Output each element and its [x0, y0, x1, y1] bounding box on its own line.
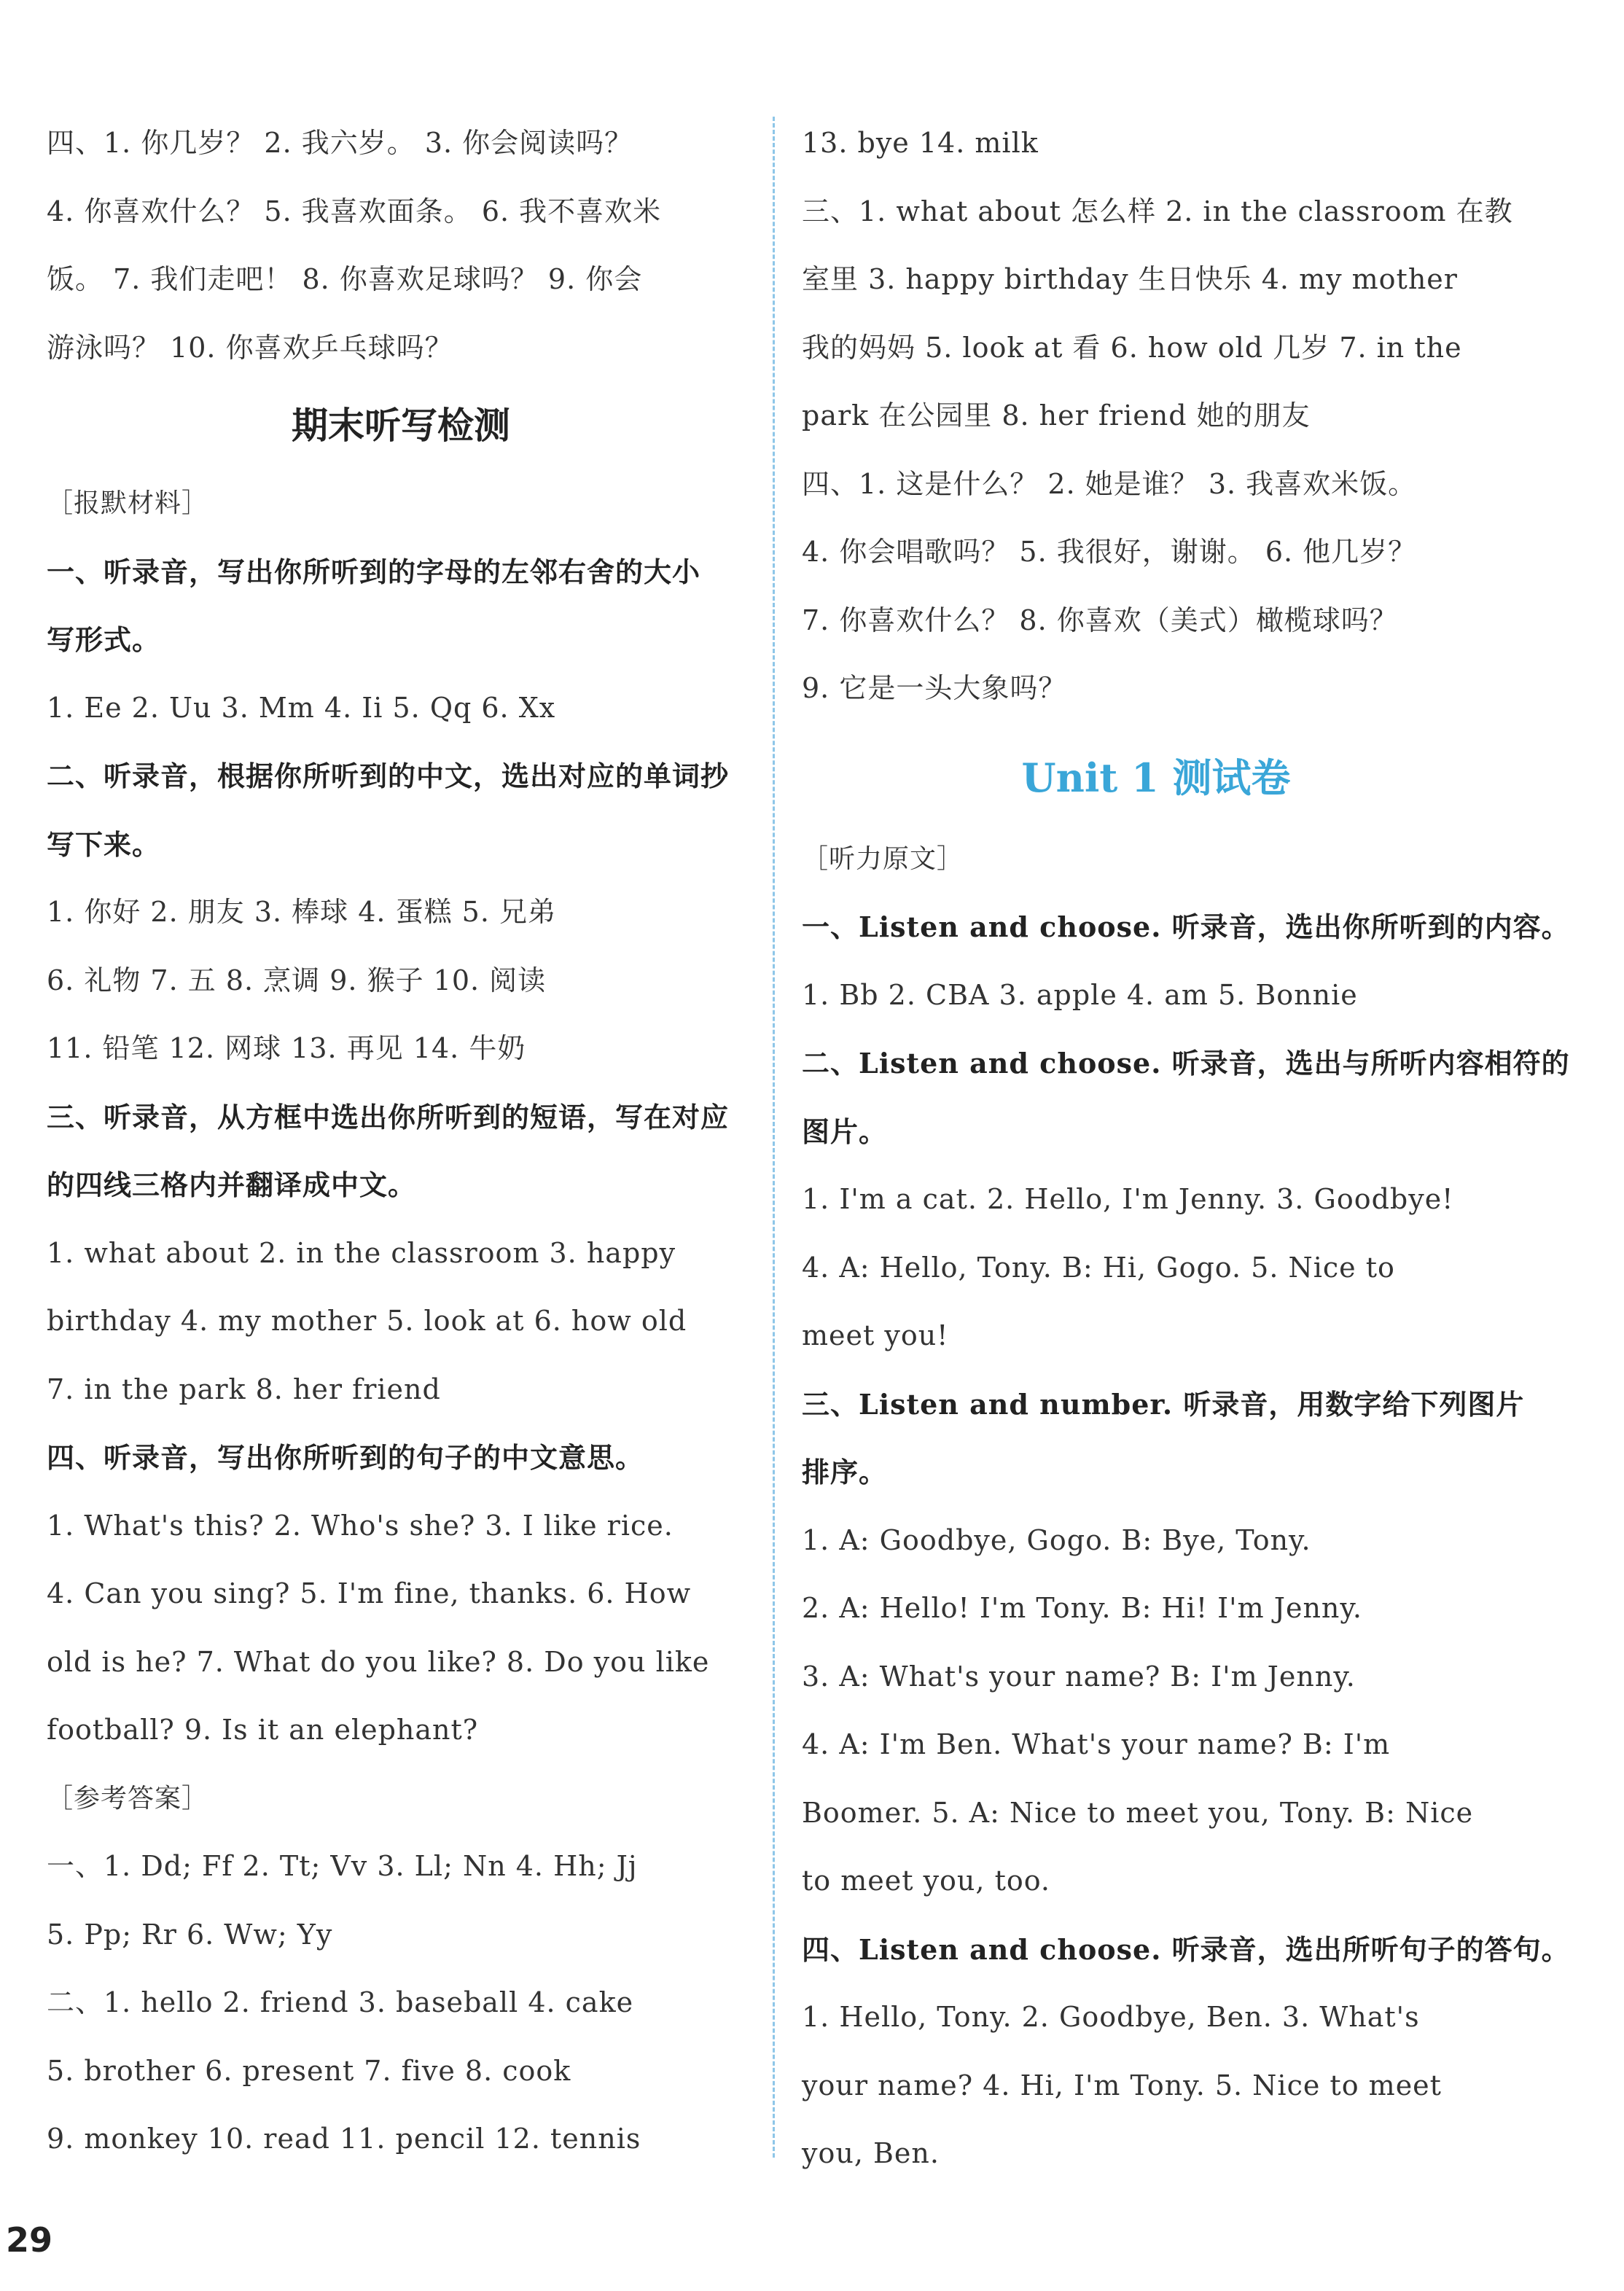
text-line: 1. I'm a cat. 2. Hello, I'm Jenny. 3. Goodbye! [802, 1183, 1454, 1215]
section-label: ［听力原文］ [802, 843, 964, 874]
text-line: football? 9. Is it an elephant? [47, 1714, 479, 1746]
question-heading: 二、听录音，根据你所听到的中文，选出对应的单词抄 [47, 760, 730, 792]
text-line: 三、1. what about 怎么样 2. in the classroom 在教 [802, 195, 1513, 227]
question-heading: 一、Listen and choose. 听录音，选出你所听到的内容。 [802, 910, 1570, 943]
text-line: 5. Pp; Rr 6. Ww; Yy [47, 1918, 333, 1951]
right-column [802, 109, 1570, 2188]
column-divider [773, 117, 775, 2158]
question-heading: 图片。 [802, 1115, 888, 1148]
text-line: old is he? 7. What do you like? 8. Do you like [47, 1645, 710, 1678]
text-line: 4. Can you sing? 5. I'm fine, thanks. 6. How [47, 1577, 692, 1609]
section-heading: 期末听写检测 [292, 405, 510, 447]
unit-heading: Unit 1 测试卷 [1021, 754, 1291, 801]
text-line: 6. 礼物 7. 五 8. 烹调 9. 猴子 10. 阅读 [47, 964, 547, 996]
text-line: 9. monkey 10. read 11. pencil 12. tennis [47, 2123, 641, 2155]
text-line: 我的妈妈 5. look at 看 6. how old 几岁 7. in the [802, 331, 1462, 364]
text-line: 3. A: What's your name? B: I'm Jenny. [802, 1660, 1356, 1693]
text-line: 4. A: Hello, Tony. B: Hi, Gogo. 5. Nice to [802, 1251, 1395, 1284]
text-line: meet you! [802, 1319, 949, 1351]
text-line: 7. 你喜欢什么？ 8. 你喜欢（美式）橄榄球吗？ [802, 604, 1398, 636]
text-line: 1. Hello, Tony. 2. Goodbye, Ben. 3. What's [802, 2001, 1420, 2033]
text-line: 游泳吗？ 10. 你喜欢乒乓球吗？ [47, 331, 453, 364]
question-heading: 三、听录音，从方框中选出你所听到的短语，写在对应 [47, 1100, 730, 1133]
text-line: 1. Bb 2. CBA 3. apple 4. am 5. Bonnie [802, 978, 1358, 1011]
text-line: 1. 你好 2. 朋友 3. 棒球 4. 蛋糕 5. 兄弟 [47, 896, 556, 928]
question-heading: 二、Listen and choose. 听录音，选出与所听内容相符的 [802, 1047, 1570, 1080]
text-line: 一、1. Dd; Ff 2. Tt; Vv 3. Ll; Nn 4. Hh; Jj [47, 1850, 638, 1882]
text-line: to meet you, too. [802, 1865, 1051, 1897]
question-heading: 写形式。 [47, 623, 161, 656]
question-heading: 写下来。 [47, 827, 161, 861]
text-line: 1. Ee 2. Uu 3. Mm 4. Ii 5. Qq 6. Xx [47, 691, 556, 724]
question-heading: 四、听录音，写出你所听到的句子的中文意思。 [47, 1441, 644, 1474]
text-line: 饭。 7. 我们走吧！ 8. 你喜欢足球吗？ 9. 你会 [47, 263, 643, 295]
left-column [47, 109, 755, 2174]
text-line: 1. A: Goodbye, Gogo. B: Bye, Tony. [802, 1523, 1311, 1556]
text-line: 4. 你会唱歌吗？ 5. 我很好，谢谢。 6. 他几岁？ [802, 536, 1417, 568]
text-line: your name? 4. Hi, I'm Tony. 5. Nice to meet [802, 2069, 1442, 2101]
page-number: 29 [6, 2220, 53, 2260]
text-line: 13. bye 14. milk [802, 127, 1039, 159]
question-heading: 的四线三格内并翻译成中文。 [47, 1168, 417, 1201]
text-line: 9. 它是一头大象吗？ [802, 672, 1067, 704]
text-line: 二、1. hello 2. friend 3. baseball 4. cake [47, 1986, 634, 2018]
text-line: 7. in the park 8. her friend [47, 1373, 441, 1405]
text-line: 四、1. 你几岁？ 2. 我六岁。 3. 你会阅读吗？ [47, 127, 633, 159]
text-line: 2. A: Hello! I'm Tony. B: Hi! I'm Jenny. [802, 1592, 1362, 1624]
text-line: birthday 4. my mother 5. look at 6. how old [47, 1305, 687, 1337]
text-line: Boomer. 5. A: Nice to meet you, Tony. B: Nice [802, 1796, 1474, 1829]
text-line: you, Ben. [802, 2137, 940, 2169]
text-line: 1. what about 2. in the classroom 3. happy [47, 1236, 676, 1269]
question-heading: 排序。 [802, 1456, 888, 1488]
text-line: 1. What's this? 2. Who's she? 3. I like rice. [47, 1509, 674, 1542]
text-line: 5. brother 6. present 7. five 8. cook [47, 2054, 571, 2087]
section-label: ［报默材料］ [47, 488, 209, 518]
text-line: park 在公园里 8. her friend 她的朋友 [802, 399, 1311, 432]
text-line: 11. 铅笔 12. 网球 13. 再见 14. 牛奶 [47, 1032, 526, 1064]
text-line: 4. 你喜欢什么？ 5. 我喜欢面条。 6. 我不喜欢米 [47, 195, 662, 227]
text-line: 四、1. 这是什么？ 2. 她是谁？ 3. 我喜欢米饭。 [802, 467, 1417, 500]
section-label: ［参考答案］ [47, 1783, 209, 1814]
text-line: 4. A: I'm Ben. What's your name? B: I'm [802, 1728, 1391, 1760]
question-heading: 三、Listen and number. 听录音，用数字给下列图片 [802, 1387, 1525, 1421]
question-heading: 一、听录音，写出你所听到的字母的左邻右舍的大小 [47, 555, 701, 588]
text-line: 室里 3. happy birthday 生日快乐 4. my mother [802, 263, 1458, 295]
question-heading: 四、Listen and choose. 听录音，选出所听句子的答句。 [802, 1932, 1570, 1966]
